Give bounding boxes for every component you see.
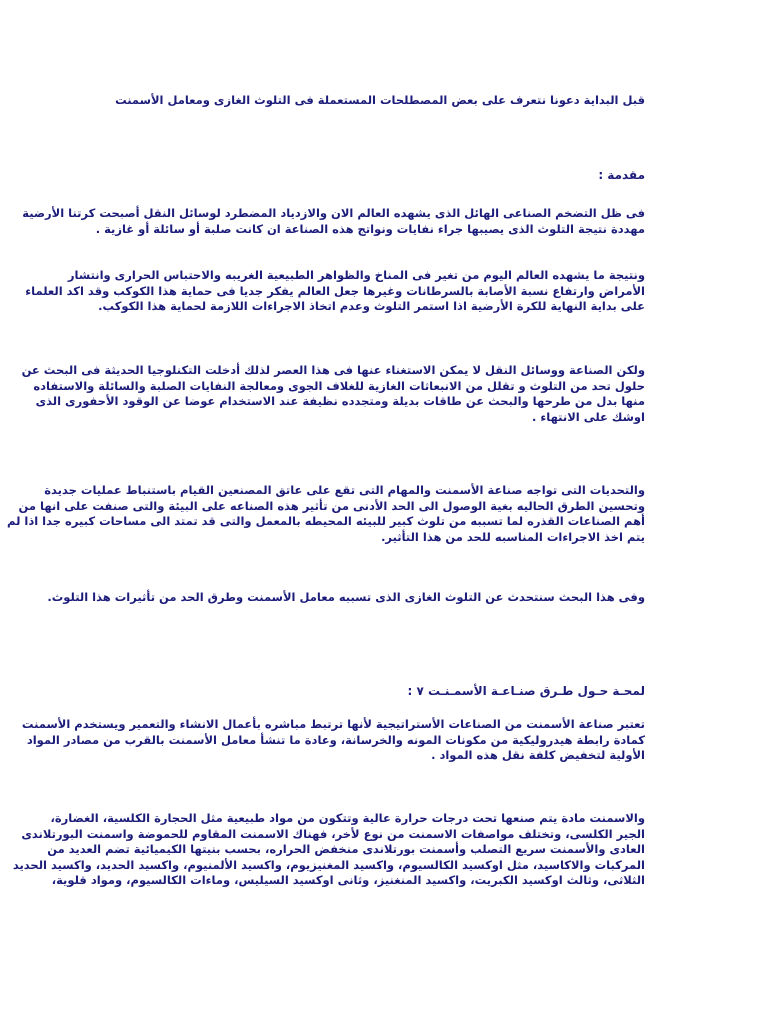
paragraph-line: ونتيجة ما يشهده العالم اليوم من تغير فى المناخ والظواهر الطبيعية الغريبه والاحتباس الحرارى وانتشار: [67, 268, 645, 282]
paragraph-line: الثلاثى، وثالث اوكسيد الكبريت، واكسيد المنغنيز، وثانى اوكسيد السيليس، وماءات الكالسيوم، ومواد قلوية،: [51, 873, 645, 887]
paragraph-line: الجير الكلسى، وتختلف مواصفات الاسمنت من نوع لأخر، فهناك الاسمنت المقاوم للحموضة واسمنت البورتلاندى: [21, 826, 645, 841]
paragraph-line: الأمراض وارتفاع نسبة الأصابة بالسرطانات وغيرها جعل العالم يفكر جديا فى حماية هذا الكوكب وقد اكد العلماء: [25, 283, 645, 298]
section-paragraph-1: [21, 717, 645, 764]
section-paragraph-2: [12, 811, 645, 889]
paragraph-4: [7, 483, 645, 545]
paragraph-line: المركبات والاكاسيد، مثل اوكسيد الكالسيوم، واكسيد المغنيزيوم، واكسيد الألمنيوم، واكسيد الحديد، واكسيد الحديد: [12, 857, 645, 872]
paragraph-line: منها بدل من طرحها والبحث عن طاقات بديلة ومتجدده نظيفة عند الاستخدام عوضا عن الوقود الأحفورى الذى: [35, 394, 645, 408]
paragraph-line: حلول تحد من التلوث و تقلل من الانبعاثات الغازية للغلاف الجوى ومعالجة النفايات الصلبة والسائلة والاستفاده: [33, 378, 645, 393]
paragraph-line: العادى والأسمنت سريع التصلب وأسمنت بورتلاندى منخفض الحراره، بحسب بنيتها الكيميائية تضم العديد من: [47, 842, 645, 856]
paragraph-1: [22, 206, 645, 237]
paragraph-line: أهم الصناعات القذره لما تسببه من تلوث كبير للبيئه المحيطه بالمعمل والتى قد تمتد الى مساحات كبيره جدا اذا لم: [7, 514, 645, 528]
intro-heading: مقدمة :: [598, 168, 645, 182]
paragraph-line: على بداية النهاية للكرة الأرضية اذا استمر التلوث وعدم اتخاذ الاجراءات اللازمة لحماية هذا الكوكب.: [98, 299, 645, 313]
paragraph-line: يتم اخذ الاجراءات المناسبه للحد من هذا التأثير.: [381, 529, 645, 544]
section-heading: لمحـة حـول طـرق صنـاعـة الأسمـنـت ٧ :: [407, 684, 645, 698]
paragraph-2: [25, 268, 645, 315]
paragraph-line: فى ظل التضخم الصناعى الهائل الذى يشهده العالم الان والازدياد المضطرد لوسائل النقل أصبحت كرتنا الأرضية: [22, 206, 645, 220]
paragraph-3: [21, 363, 645, 425]
paragraph-line: كمادة رابطة هيدروليكية من مكونات المونه والخرسانة، وعادة ما تنشأ معامل الأسمنت بالقرب من مصادر المواد: [26, 732, 645, 747]
paragraph-line: الأولية لتخفيض كلفة نقل هذه المواد .: [431, 748, 645, 762]
paragraph-line: تعتبر صناعة الأسمنت من الصناعات الأستراتيجية لأنها ترتبط مباشره بأعمال الانشاء والتعمير ويستخدم الأسمنت: [21, 717, 645, 731]
paragraph-line: اوشك على الانتهاء .: [532, 409, 645, 424]
paragraph-line: مهددة نتيجة التلوث الذى يصيبها جراء نفايات ونواتج هذه الصناعة ان كانت صلبة أو سائلة أو غازية .: [95, 221, 645, 236]
document-title: قبل البداية دعونا نتعرف على بعض المصطلحات المستعملة فى التلوث الغازى ومعامل الأسمنت: [115, 93, 645, 107]
paragraph-line: والاسمنت مادة يتم صنعها تحت درجات حرارة عالية وتتكون من مواد طبيعية مثل الحجارة الكلسية، الغضارة،: [50, 811, 645, 825]
paragraph-line: وتحسين الطرق الحاليه بغية الوصول الى الحد الأدنى من تأثير هذه الصناعه على البيئة والتى صنفت على انها من: [18, 498, 645, 513]
paragraph-line: ولكن الصناعة ووسائل النقل لا يمكن الاستغناء عنها فى هذا العصر لذلك أدخلت التكنلوجيا الحديثة فى البحث عن: [21, 363, 645, 377]
paragraph-5: [47, 590, 645, 606]
paragraph-line: والتحديات التى تواجه صناعة الأسمنت والمهام التى تقع على عاتق المصنعين القيام باستنباط عمليات جديدة: [44, 483, 645, 497]
paragraph-line: وفى هذا البحث سنتحدث عن التلوث الغازى الذى تسببه معامل الأسمنت وطرق الحد من تأثيرات هذا التلوث.: [47, 590, 645, 604]
